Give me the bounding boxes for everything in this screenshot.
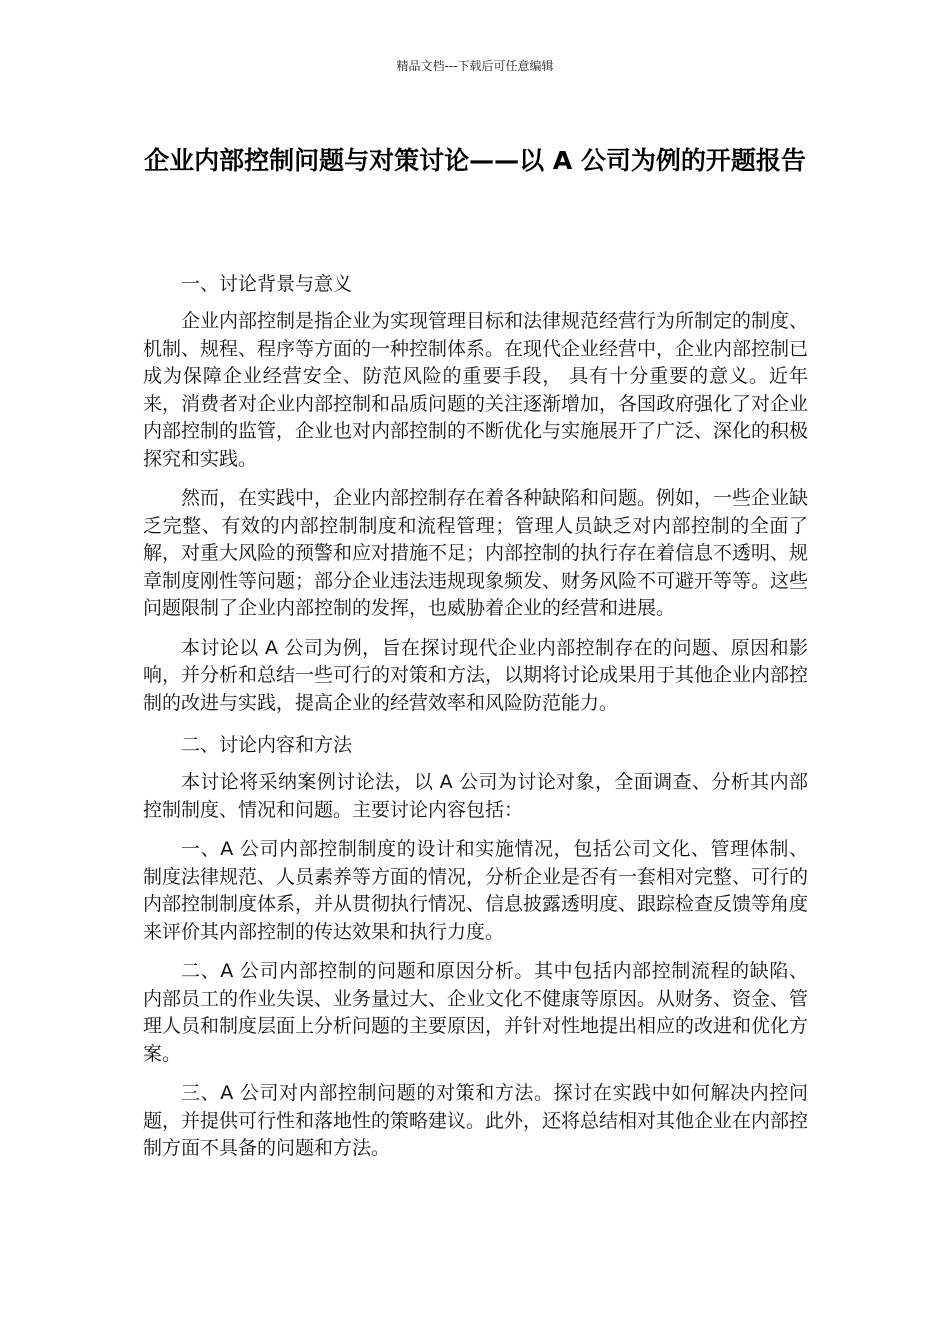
section-heading-content-method: 二、讨论内容和方法: [181, 734, 353, 756]
paragraph: 本讨论将采纳案例讨论法，以 A 公司为讨论对象，全面调查、分析其内部控制制度、情况和问题。主要讨论内容包括：: [143, 771, 808, 821]
paragraph: 二、A 公司内部控制的问题和原因分析。其中包括内部控制流程的缺陷、内部员工的作业失误、业务量过大、企业文化不健康等原因。从财务、资金、管理人员和制度层面上分析问题的主要原因，并针对性地提出相应的改进和优化方案。: [143, 960, 809, 1065]
paragraph: 本讨论以 A 公司为例，旨在探讨现代企业内部控制存在的问题、原因和影响，并分析和总结一些可行的对策和方法，以期将讨论成果用于其他企业内部控制的改进与实践，提高企业的经营效率和风险防范能力。: [143, 636, 809, 714]
document-title: 企业内部控制问题与对策讨论——以 A 公司为例的开题报告: [144, 146, 806, 175]
paragraph: 企业内部控制是指企业为实现管理目标和法律规范经营行为所制定的制度、机制、规程、程序等方面的一种控制体系。在现代企业经营中，企业内部控制已成为保障企业经营安全、防范风险的重要手段， 具有十分重要的意义。近年来，消费者对企业内部控制和品质问题的关注逐渐增加，各国政府强化了对企业内部控制的监管，企业也对内部控制的不断优化与实施展开了广泛、深化的积极探究和实践。: [143, 310, 809, 470]
paragraph: 一、A 公司内部控制制度的设计和实施情况，包括公司文化、管理体制、制度法律规范、人员素养等方面的情况，分析企业是否有一套相对完整、可行的内部控制制度体系，并从贯彻执行情况、信息披露透明度、跟踪检查反馈等角度来评价其内部控制的传达效果和执行力度。: [143, 838, 809, 943]
header-note: 精品文档---下载后可任意编辑: [396, 59, 554, 73]
document-body: [143, 268, 808, 1175]
paragraph: 然而，在实践中，企业内部控制存在着各种缺陷和问题。例如，一些企业缺乏完整、有效的内部控制制度和流程管理；管理人员缺乏对内部控制的全面了解，对重大风险的预警和应对措施不足；内部控制的执行存在着信息不透明、规章制度刚性等问题；部分企业违法违规现象频发、财务风险不可避开等等。这些问题限制了企业内部控制的发挥，也威胁着企业的经营和进展。: [143, 487, 809, 619]
paragraph: 三、A 公司对内部控制问题的对策和方法。探讨在实践中如何解决内控问题，并提供可行性和落地性的策略建议。此外，还将总结相对其他企业在内部控制方面不具备的问题和方法。: [143, 1082, 809, 1159]
section-heading-background: 一、讨论背景与意义: [181, 273, 353, 295]
